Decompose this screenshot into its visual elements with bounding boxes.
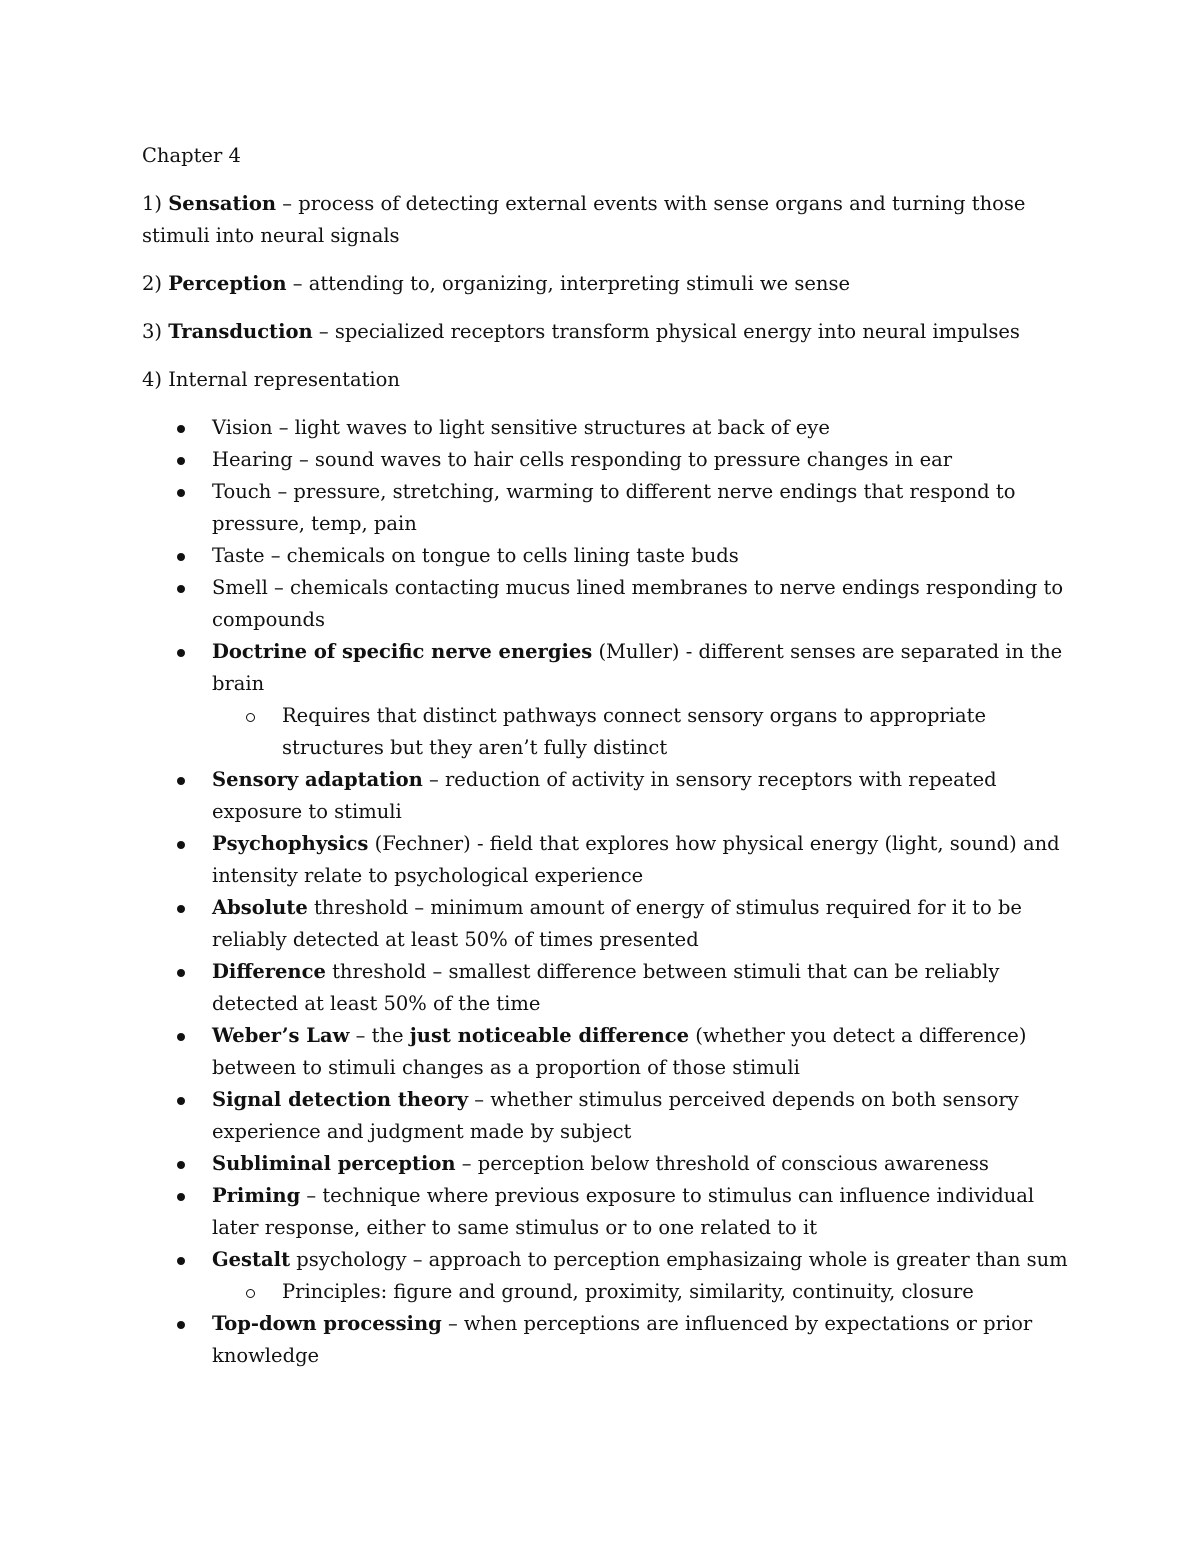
list-item-text: threshold – minimum amount of energy of stimulus required for it to be reliably detected at least 50% of times presented <box>212 896 1022 951</box>
list-item-text: (Muller) - different senses are separated in the brain <box>212 640 1063 695</box>
numbered-item-perception <box>142 268 1072 300</box>
bullet-icon <box>177 841 185 849</box>
list-item-top-down <box>142 1308 1072 1372</box>
list-item-text: threshold – smallest difference between stimuli that can be reliably detected at least 50% of the time <box>212 960 1000 1015</box>
term-label: Signal detection theory <box>212 1088 469 1111</box>
list-item-signal-detection <box>142 1084 1072 1148</box>
bullet-icon <box>177 553 185 561</box>
list-item-doctrine <box>142 636 1072 764</box>
term-label: Subliminal perception <box>212 1152 456 1175</box>
list-item-sensory-adaptation <box>142 764 1072 828</box>
list-item-text: Hearing – sound waves to hair cells responding to pressure changes in ear <box>212 448 953 471</box>
sub-item-gestalt <box>212 1276 1072 1308</box>
list-item-text: Touch – pressure, stretching, warming to different nerve endings that respond to pressure, temp, pain <box>212 480 1016 535</box>
bullet-icon <box>177 489 185 497</box>
term-definition: – process of detecting external events with sense organs and turning those stimuli into neural signals <box>142 192 1026 247</box>
bullet-icon <box>177 1097 185 1105</box>
term-label: Perception <box>168 272 287 295</box>
bullet-icon <box>177 649 185 657</box>
sub-item-doctrine <box>212 700 1072 764</box>
circle-bullet-icon <box>246 713 255 722</box>
list-item-text: – when perceptions are influenced by expectations or prior knowledge <box>212 1312 1033 1367</box>
sub-list <box>212 700 1072 764</box>
chapter-heading: Chapter 4 <box>142 144 241 167</box>
document-body <box>142 140 1072 1372</box>
item-number: 1) <box>142 192 169 215</box>
list-item-absolute-threshold <box>142 892 1072 956</box>
bullet-icon <box>177 905 185 913</box>
term-label: Gestalt <box>212 1248 291 1271</box>
list-item-text: (Fechner) - field that explores how physical energy (light, sound) and intensity relate to psychological experience <box>212 832 1060 887</box>
term-label: Sensation <box>168 192 277 215</box>
numbered-item-transduction <box>142 316 1072 348</box>
bullet-icon <box>177 777 185 785</box>
list-item-gestalt <box>142 1244 1072 1308</box>
term-label: Psychophysics <box>212 832 369 855</box>
item-number: 2) <box>142 272 169 295</box>
sub-list <box>212 1276 1072 1308</box>
list-item-difference-threshold <box>142 956 1072 1020</box>
sub-item-text: Requires that distinct pathways connect sensory organs to appropriate structures but they aren’t fully distinct <box>282 704 987 759</box>
list-item-text: – technique where previous exposure to stimulus can influence individual later response, either to same stimulus or to one related to it <box>212 1184 1035 1239</box>
bullet-icon <box>177 969 185 977</box>
numbered-item-sensation <box>142 188 1072 252</box>
term-label: Weber’s Law <box>212 1024 350 1047</box>
list-item-text: Taste – chemicals on tongue to cells lining taste buds <box>212 544 739 567</box>
list-item-vision <box>142 412 1072 444</box>
bullet-icon <box>177 585 185 593</box>
list-item-hearing <box>142 444 1072 476</box>
bullet-icon <box>177 1257 185 1265</box>
term-label: Absolute <box>212 896 308 919</box>
term-definition: – specialized receptors transform physical energy into neural impulses <box>312 320 1020 343</box>
bullet-list <box>142 412 1072 1372</box>
bullet-icon <box>177 1033 185 1041</box>
term-label: Top-down processing <box>212 1312 442 1335</box>
list-item-webers-law <box>142 1020 1072 1084</box>
bullet-icon <box>177 1193 185 1201</box>
item-number: 3) <box>142 320 169 343</box>
list-item-smell <box>142 572 1072 636</box>
list-item-subliminal <box>142 1148 1072 1180</box>
list-item-text: – reduction of activity in sensory receptors with repeated exposure to stimuli <box>212 768 997 823</box>
bullet-icon <box>177 1321 185 1329</box>
bullet-icon <box>177 1161 185 1169</box>
term-label: Doctrine of specific nerve energies <box>212 640 593 663</box>
list-item-text: Vision – light waves to light sensitive structures at back of eye <box>212 416 830 439</box>
bullet-icon <box>177 457 185 465</box>
list-item-text: – whether stimulus perceived depends on both sensory experience and judgment made by subject <box>212 1088 1019 1143</box>
list-item-text: psychology – approach to perception emphasizaing whole is greater than sum <box>290 1248 1068 1271</box>
term-label: Difference <box>212 960 326 983</box>
list-item-priming <box>142 1180 1072 1244</box>
list-item-psychophysics <box>142 828 1072 892</box>
sub-item-text: Principles: figure and ground, proximity, similarity, continuity, closure <box>282 1280 974 1303</box>
list-item-text: Smell – chemicals contacting mucus lined membranes to nerve endings responding to compounds <box>212 576 1064 631</box>
list-item-taste <box>142 540 1072 572</box>
circle-bullet-icon <box>246 1289 255 1298</box>
item-number: 4) <box>142 368 169 391</box>
term-label: just noticeable difference <box>409 1024 690 1047</box>
list-item-touch <box>142 476 1072 540</box>
numbered-item-internal-representation <box>142 364 1072 396</box>
bullet-icon <box>177 425 185 433</box>
term-label: Transduction <box>168 320 313 343</box>
list-item-text: – perception below threshold of conscious awareness <box>455 1152 989 1175</box>
term-label: Priming <box>212 1184 301 1207</box>
list-item-text: (whether you detect a difference) between to stimuli changes as a proportion of those stimuli <box>212 1024 1027 1079</box>
term-definition: Internal representation <box>168 368 400 391</box>
term-definition: – attending to, organizing, interpreting stimuli we sense <box>286 272 850 295</box>
term-label: Sensory adaptation <box>212 768 423 791</box>
list-item-text: – the <box>349 1024 410 1047</box>
